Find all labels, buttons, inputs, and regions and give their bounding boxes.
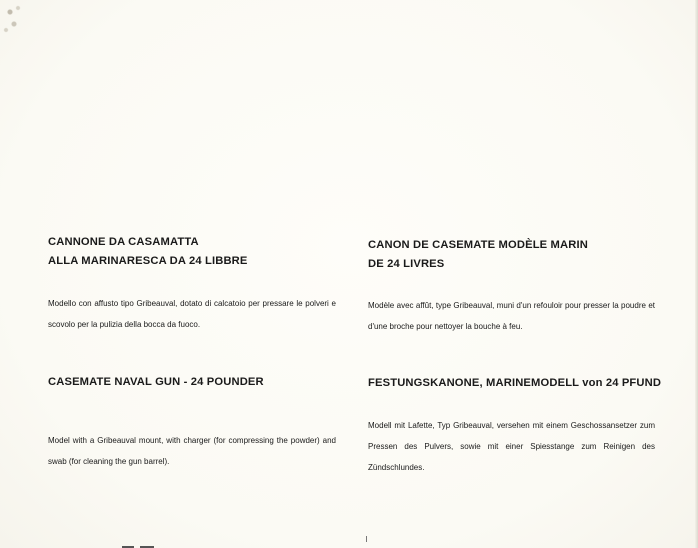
english-heading: CASEMATE NAVAL GUN - 24 POUNDER — [48, 376, 264, 388]
english-description: Model with a Gribeauval mount, with charger (for compressing the powder) and swab (for cleaning the gun barrel). — [48, 436, 336, 466]
italian-heading — [48, 233, 248, 271]
italian-description: Modello con affusto tipo Gribeauval, dotato di calcatoio per pressare le polveri e scovolo per la pulizia della bocca da fuoco. — [48, 299, 336, 329]
corner-stain — [0, 0, 24, 38]
french-description: Modèle avec affût, type Gribeauval, muni d'un refouloir pour presser la poudre et d'une broche pour nettoyer la bouche à feu. — [368, 301, 655, 331]
german-description: Modell mit Lafette, Typ Gribeauval, versehen mit einem Geschossansetzer zum Pressen des Pulvers, sowie mit einer Spiesstange zum Reinigen des Zündschlundes. — [368, 421, 655, 472]
italian-heading-line2: ALLA MARINARESCA DA 24 LIBBRE — [48, 255, 248, 267]
german-heading: FESTUNGSKANONE, MARINEMODELL von 24 PFUND — [368, 377, 662, 389]
french-heading-line1: CANON DE CASEMATE MODÈLE MARIN — [368, 239, 588, 251]
italian-heading-line1: CANNONE DA CASAMATTA — [48, 236, 199, 248]
french-heading — [368, 236, 588, 274]
french-heading-line2: DE 24 LIVRES — [368, 258, 445, 270]
scan-mark — [366, 536, 367, 542]
